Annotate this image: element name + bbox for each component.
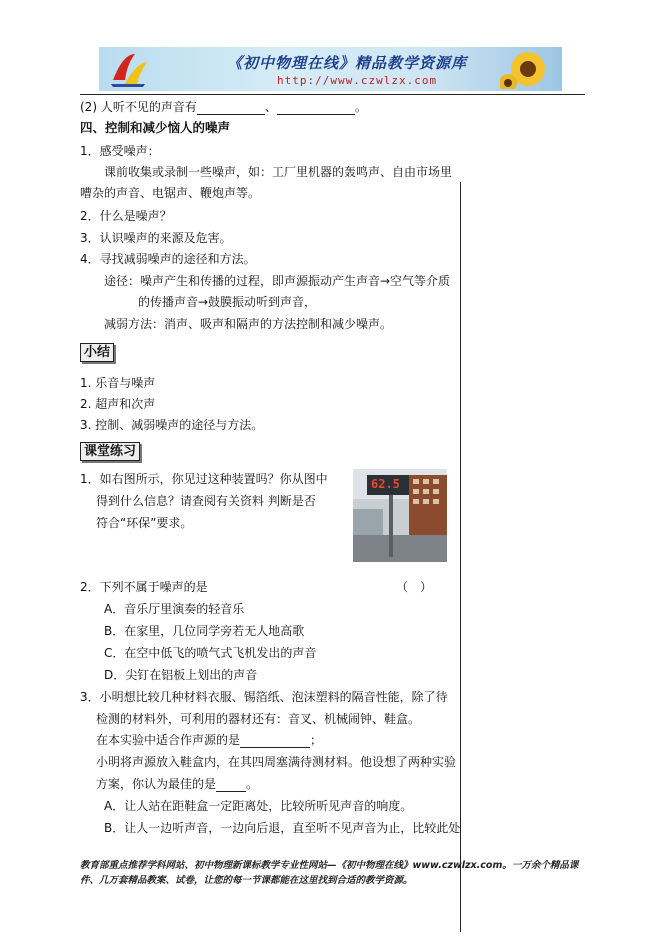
noise-display-reading: 62.5 xyxy=(371,477,400,491)
q2-option-d[interactable]: D．尖钉在铝板上划出的声音 xyxy=(104,668,258,682)
q3-line-3 xyxy=(96,731,322,748)
q3-line-5-end: 。 xyxy=(246,777,259,791)
banner-url[interactable]: http://www.czwlzx.com xyxy=(277,74,438,87)
q3-option-a[interactable]: A．让人站在距鞋盒一定距离处，比较所听见声音的响度。 xyxy=(104,799,413,813)
footer-line-1: 教育部重点推荐学科网站、初中物理新课标教学专业性网站—《初中物理在线》www.czwlzx.com。一万余个精品课 xyxy=(80,860,579,871)
s4-item-2: 2．什么是噪声？ xyxy=(80,209,172,223)
exercise-heading: 课堂练习 xyxy=(80,442,140,461)
blank-1[interactable] xyxy=(197,102,265,115)
q3-option-b[interactable]: B．让人一边听声音，一边向后退，直至听不见声音为止，比较此处 xyxy=(104,821,461,835)
q1-line-3: 符合“环保”要求。 xyxy=(96,516,193,530)
q2-answer-paren[interactable]: （ ） xyxy=(396,580,433,594)
item2-sep: 、 xyxy=(264,100,277,114)
q2-line: 2．下列不属于噪声的是 xyxy=(80,580,208,594)
item2-end: 。 xyxy=(354,100,367,114)
summary-item-3: 3. 控制、减弱噪声的途径与方法。 xyxy=(80,418,264,432)
site-logo-icon xyxy=(109,50,149,88)
footer-line-2: 件、几万套精品教案、试卷，让您的每一节课都能在这里找到合适的教学资源。 xyxy=(80,875,413,886)
summary-heading: 小结 xyxy=(80,343,114,362)
section-4-heading: 四、控制和减少恼人的噪声 xyxy=(80,120,231,135)
q3-line-2: 检测的材料外，可利用的器材还有：音叉、机械闹钟、鞋盒。 xyxy=(96,712,421,726)
noise-monitor-image xyxy=(353,469,447,562)
q3-line-4: 小明将声源放入鞋盒内，在其四周塞满待测材料。他设想了两种实验 xyxy=(96,755,457,769)
noise-monitor-photo xyxy=(353,469,447,562)
s4-item-1: 1．感受噪声： xyxy=(80,144,160,158)
item2-line xyxy=(80,98,367,115)
q1-line-2: 得到什么信息？请查阅有关资料 判断是否 xyxy=(96,494,316,508)
summary-item-1: 1. 乐音与噪声 xyxy=(80,376,156,390)
banner-title: 《初中物理在线》精品教学资源库 xyxy=(227,54,468,72)
q2-option-c[interactable]: C．在空中低飞的喷气式飞机发出的声音 xyxy=(104,646,317,660)
q3-line-3-end: ； xyxy=(310,733,323,747)
sunflower-icon xyxy=(500,49,556,89)
s4-item-4a: 途径：噪声产生和传播的过程，即声源振动产生声音→空气等介质 xyxy=(104,274,451,288)
q3-best-plan-label: 方案，你认为最佳的是 xyxy=(96,777,217,791)
q2-option-a[interactable]: A．音乐厅里演奏的轻音乐 xyxy=(104,602,245,616)
s4-item-1a: 课前收集或录制一些噪声，如：工厂里机器的轰鸣声、自由市场里 xyxy=(104,165,453,179)
summary-item-2: 2. 超声和次声 xyxy=(80,397,156,411)
q1-line-1: 1．如右图所示，你见过这种装置吗？你从图中 xyxy=(80,472,328,486)
q2-option-b[interactable]: B．在家里，几位同学旁若无人地高歌 xyxy=(104,624,305,638)
s4-item-3: 3．认识噪声的来源及危害。 xyxy=(80,231,232,245)
s4-item-4c: 减弱方法：消声、吸声和隔声的方法控制和减少噪声。 xyxy=(104,317,393,331)
q3-sound-source-label: 在本实验中适合作声源的是 xyxy=(96,733,241,747)
q3-blank-1[interactable] xyxy=(240,735,310,748)
item2-text: (2) 人听不见的声音有 xyxy=(80,100,197,114)
q3-line-1: 3．小明想比较几种材料衣服、锡箔纸、泡沫塑料的隔音性能，除了待 xyxy=(80,690,448,704)
blank-2[interactable] xyxy=(277,102,355,115)
s4-item-4b: 的传播声音→鼓膜振动听到声音， xyxy=(138,295,317,309)
q3-blank-2[interactable] xyxy=(216,779,246,792)
header-rule xyxy=(80,94,585,95)
q3-line-5 xyxy=(96,775,258,792)
site-banner xyxy=(99,47,562,91)
s4-item-1b: 嘈杂的声音、电锯声、鞭炮声等。 xyxy=(80,186,261,200)
s4-item-4: 4．寻找减弱噪声的途径和方法。 xyxy=(80,252,256,266)
